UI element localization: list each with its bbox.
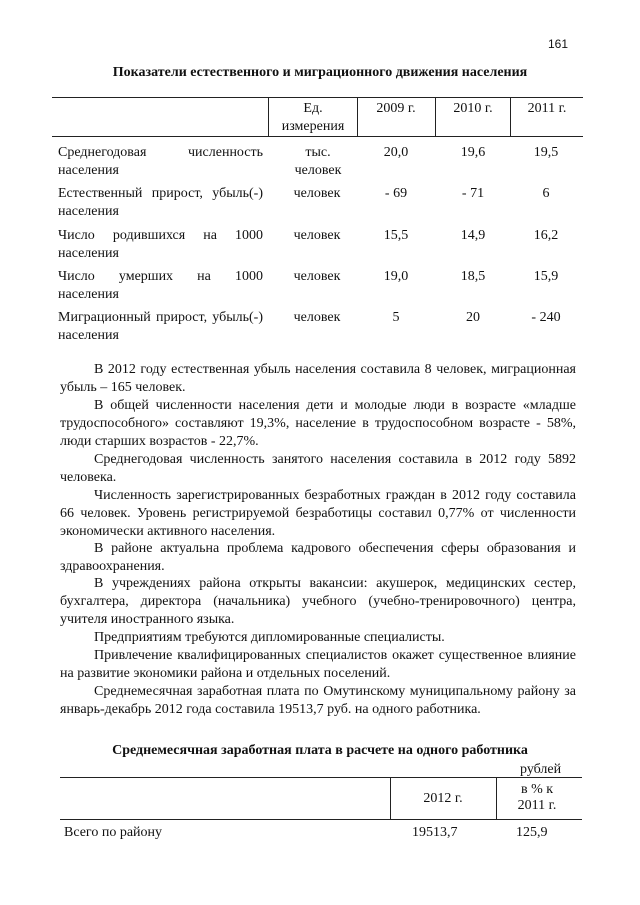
row-value-2012: 19513,7 [412,825,458,840]
table2-unit-note: рублей [520,762,562,777]
row-value-2011: 19,5 [533,145,559,160]
row-value-2011: 6 [542,186,550,201]
paragraph [60,647,576,683]
table1-header-2011: 2011 г. [527,101,567,116]
row-value-2009: 15,5 [383,228,409,243]
row-label: Миграционный прирост, убыль(-) населения [58,310,263,343]
paragraph [60,540,576,576]
paragraph [60,629,576,647]
table2-header-pct: в % к 2011 г. [517,782,557,813]
table2-header-bottom-border [60,819,582,820]
row-value-2010: - 71 [461,186,485,201]
row-label: Число родившихся на 1000 населения [58,228,263,261]
paragraph-text: В 2012 году естественная убыль населения составила 8 человек, миграционная убыль – 165 человек. [60,362,576,395]
paragraph [60,397,576,451]
row-unit: человек [293,310,341,325]
row-value-2009: - 69 [384,186,408,201]
paragraph-text: В районе актуальна проблема кадрового обеспечения сферы образования и здравоохранения. [60,541,576,574]
paragraph [60,451,576,487]
row-value-2009: 20,0 [383,145,409,160]
row-unit: тыс. человек [294,145,342,178]
row-unit: человек [293,228,341,243]
paragraph-text: Среднемесячная заработная плата по Омутинскому муниципальному району за январь-декабрь 2012 года составила 19513,7 руб. на одного работника. [60,684,576,717]
row-value-2010: 19,6 [460,145,486,160]
row-label: Всего по району [64,825,163,840]
row-unit: человек [293,186,341,201]
paragraph [60,575,576,629]
row-label: Естественный прирост, убыль(-) населения [58,186,263,219]
paragraph-text: В учреждениях района открыты вакансии: акушерок, медицинских сестер, бухгалтера, директора (начальника) учебного (учебно-тренировочного) центра, учителя иностранного языка. [60,576,576,627]
table1-header-unit: Ед. измерения [281,101,345,134]
row-value-2010: 14,9 [460,228,486,243]
table1-divider [510,98,511,136]
table1-top-border [52,97,583,98]
paragraph [60,361,576,397]
row-value-pct: 125,9 [516,825,548,840]
table2-top-border [60,777,582,778]
row-value-2010: 20 [466,310,480,325]
row-value-2009: 19,0 [383,269,409,284]
table1-divider [268,98,269,136]
paragraph-text: В общей численности населения дети и молодые люди в возрасте «младше трудоспособного» составляют 19,3%, население в трудоспособном возрасте - 58%, люди старших возрастов - 22,7%. [60,398,576,449]
row-value-2011: 16,2 [533,228,559,243]
table2-divider [390,777,391,819]
table2-title: Среднемесячная заработная плата в расчете на одного работника [112,743,528,758]
table1-header-bottom-border [52,136,583,137]
paragraph-text: Привлечение квалифицированных специалистов окажет существенное влияние на развитие экономики района и отдельных поселений. [60,648,576,681]
row-value-2010: 18,5 [460,269,486,284]
paragraph [60,683,576,719]
row-label: Среднегодовая численность населения [58,145,263,178]
page-number: 161 [548,37,569,51]
table1-title: Показатели естественного и миграционного движения населения [112,65,528,80]
row-unit: человек [293,269,341,284]
table2-header-2012: 2012 г. [423,791,463,806]
paragraph [60,487,576,541]
table1-header-2009: 2009 г. [376,101,416,116]
row-value-2011: - 240 [531,310,561,325]
row-value-2011: 15,9 [533,269,559,284]
table1-divider [357,98,358,136]
table1-header-2010: 2010 г. [453,101,493,116]
row-value-2009: 5 [392,310,400,325]
paragraph-text: Среднегодовая численность занятого населения составила в 2012 году 5892 человека. [60,452,576,485]
paragraph-text: Численность зарегистрированных безработных граждан в 2012 году составила 66 человек. Уровень регистрируемой безработицы составил 0,77% от численности экономически активного населения. [60,488,576,539]
paragraph-text: Предприятиям требуются дипломированные специалисты. [94,630,445,645]
row-label: Число умерших на 1000 населения [58,269,263,302]
table2-divider [496,777,497,819]
table1-divider [435,98,436,136]
